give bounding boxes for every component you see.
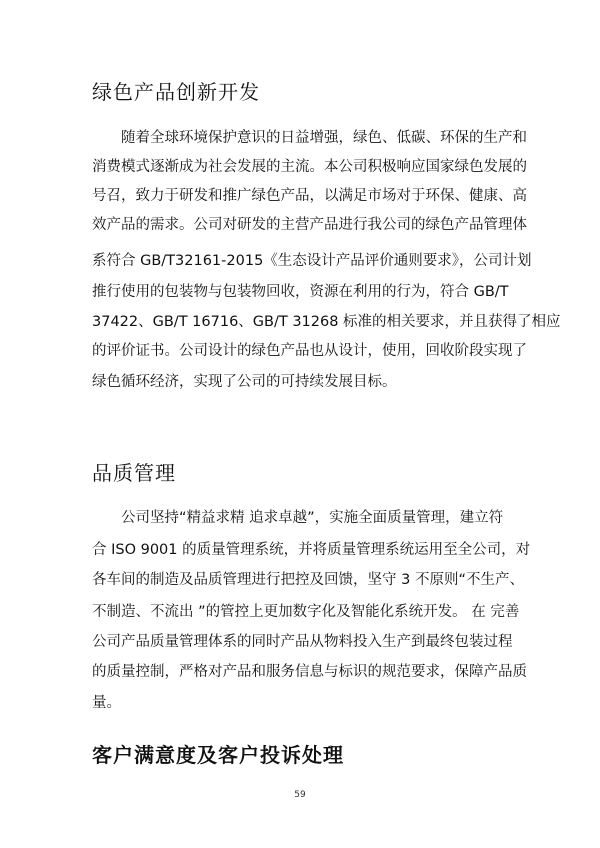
section-heading-quality-management: 品质管理 [92, 461, 176, 485]
paragraph-line: 随着全球环境保护意识的日益增强，绿色、低碳、环保的生产和 [121, 130, 527, 146]
paragraph-line: 效产品的需求。公司对研发的主营产品进行我公司的绿色产品管理体 [92, 217, 527, 233]
paragraph-line: 消费模式逐渐成为社会发展的主流。本公司积极响应国家绿色发展的 [92, 159, 527, 175]
paragraph-line: 各车间的制造及品质管理进行把控及回馈，坚守 3 不原则“不生产、 [92, 572, 524, 588]
section-heading-customer-satisfaction: 客户满意度及客户投诉处理 [92, 743, 344, 767]
paragraph-line: 公司产品质量管理体系的同时产品从物料投入生产到最终包装过程 [92, 634, 513, 650]
paragraph-line: 公司坚持“精益求精 追求卓越”，实施全面质量管理，建立符 [121, 510, 504, 526]
paragraph-line: 量。 [92, 695, 121, 711]
paragraph-line: 推行使用的包装物与包装物回收，资源在利用的行为，符合 GB/T [92, 284, 509, 300]
paragraph-line: 37422、GB/T 16716、GB/T 31268 标准的相关要求，并且获得了相应 [92, 314, 561, 330]
paragraph-line: 的评价证书。公司设计的绿色产品也从设计，使用，回收阶段实现了 [92, 343, 527, 359]
paragraph-line: 系符合 GB/T32161-2015《生态设计产品评价通则要求》，公司计划 [92, 253, 532, 269]
paragraph-line: 号召，致力于研发和推广绿色产品，以满足市场对于环保、健康、高 [92, 188, 527, 204]
paragraph-line: 合 ISO 9001 的质量管理系统，并将质量管理系统运用至全公司，对 [92, 542, 531, 558]
section-heading-green-products: 绿色产品创新开发 [92, 80, 260, 104]
paragraph-line: 绿色循环经济，实现了公司的可持续发展目标。 [92, 374, 397, 390]
paragraph-line: 的质量控制，严格对产品和服务信息与标识的规范要求，保障产品质 [92, 664, 527, 680]
paragraph-line: 不制造、不流出 ”的管控上更加数字化及智能化系统开发。 在 完善 [92, 604, 520, 620]
page-number: 59 [294, 790, 306, 800]
